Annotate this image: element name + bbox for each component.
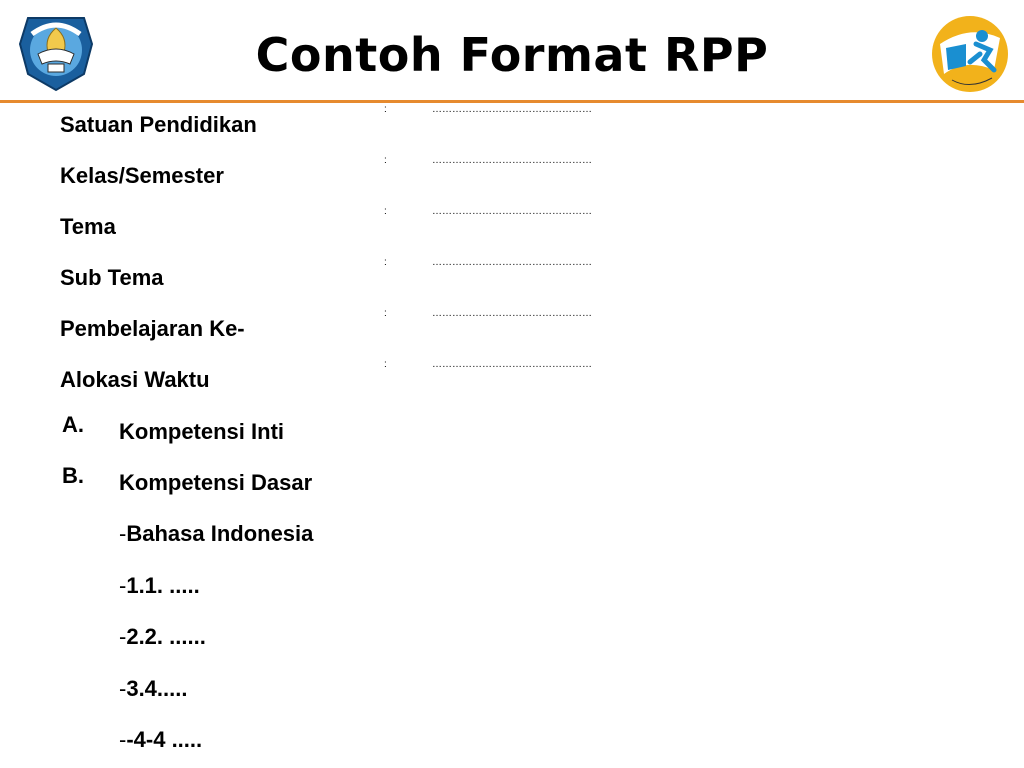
field-separator: :	[384, 257, 387, 268]
field-value-placeholder: …………………………………………	[432, 359, 592, 370]
list-item-text: -4-4 .....	[126, 727, 203, 752]
section-letter-a: A.	[62, 412, 84, 437]
field-label-sub-tema: Sub Tema	[60, 265, 164, 290]
list-dash: -	[119, 521, 127, 546]
title-underline	[0, 100, 1024, 103]
section-kompetensi-inti: Kompetensi Inti	[119, 419, 285, 444]
list-item	[119, 573, 200, 599]
field-separator: :	[384, 104, 387, 115]
list-dash: -	[119, 573, 127, 598]
list-item	[119, 676, 187, 702]
list-item	[119, 624, 206, 650]
list-item-text: 1.1. .....	[126, 573, 200, 598]
field-value-placeholder: …………………………………………	[432, 104, 592, 115]
section-letter-b: B.	[62, 463, 84, 488]
field-value-placeholder: …………………………………………	[432, 308, 592, 319]
list-dash: -	[119, 727, 127, 752]
field-separator: :	[384, 308, 387, 319]
page-title: Contoh Format RPP	[255, 28, 769, 82]
field-label-satuan-pendidikan: Satuan Pendidikan	[60, 112, 257, 137]
field-separator: :	[384, 359, 387, 370]
field-separator: :	[384, 206, 387, 217]
list-dash: -	[119, 624, 127, 649]
section-kompetensi-dasar: Kompetensi Dasar	[119, 470, 313, 495]
tut-wuri-handayani-logo-icon	[18, 14, 94, 92]
field-value-placeholder: …………………………………………	[432, 206, 592, 217]
field-separator: :	[384, 155, 387, 166]
field-value-placeholder: …………………………………………	[432, 257, 592, 268]
field-value-placeholder: …………………………………………	[432, 155, 592, 166]
list-item	[119, 521, 313, 547]
kurikulum-2013-logo-icon	[930, 14, 1010, 94]
field-label-kelas-semester: Kelas/Semester	[60, 163, 224, 188]
field-label-tema: Tema	[60, 214, 116, 239]
list-item-text: 2.2. ......	[126, 624, 206, 649]
list-item-text: 3.4.....	[126, 676, 188, 701]
field-label-alokasi-waktu: Alokasi Waktu	[60, 367, 210, 392]
list-item	[119, 727, 202, 753]
list-item-text: Bahasa Indonesia	[126, 521, 314, 546]
field-label-pembelajaran-ke: Pembelajaran Ke-	[60, 316, 245, 341]
list-dash: -	[119, 676, 127, 701]
